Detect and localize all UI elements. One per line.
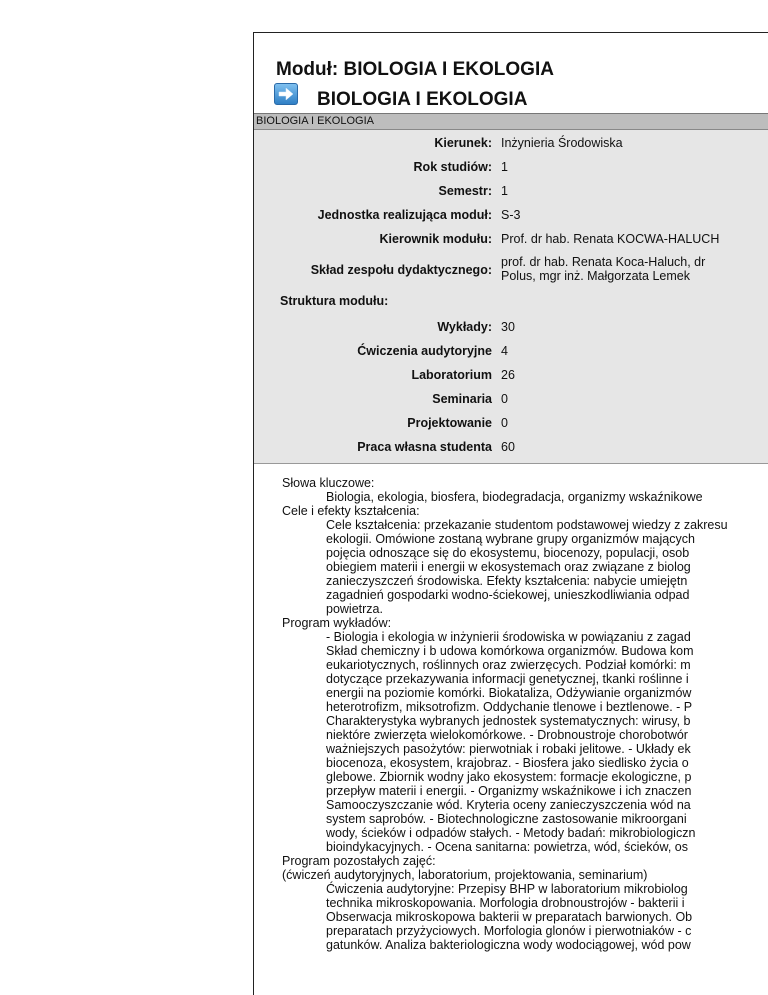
text-line: - Biologia i ekologia w inżynierii środowiska w powiązaniu z zagad xyxy=(326,630,691,644)
field-label: Kierownik modułu: xyxy=(379,232,492,246)
section-body xyxy=(282,630,768,854)
field-value: 1 xyxy=(501,160,508,174)
field-row-sklad xyxy=(254,255,768,285)
text-line: dotyczące przekazywania informacji genetycznej, tkanki roślinne i xyxy=(326,672,689,686)
structure-label: Seminaria xyxy=(432,392,492,406)
text-line: wody, ścieków i odpadów stałych. - Metody badań: mikrobiologiczn xyxy=(326,826,696,840)
structure-value: 4 xyxy=(501,344,508,358)
text-line: niektóre zwierzęta wielokomórkowe. - Drobnoustroje chorobotwór xyxy=(326,728,688,742)
text-line: ważniejszych pasożytów: pierwotniak i robaki jelitowe. - Układy ek xyxy=(326,742,691,756)
structure-value: 26 xyxy=(501,368,515,382)
text-line: Charakterystyka wybranych jednostek systematycznych: wirusy, b xyxy=(326,714,691,728)
structure-value: 0 xyxy=(501,392,508,406)
text-line: technika mikroskopowania. Morfologia drobnoustrojów - bakterii i xyxy=(326,896,685,910)
field-value-line: prof. dr hab. Renata Koca-Haluch, dr xyxy=(501,255,706,269)
text-line: preparatach przyżyciowych. Morfologia glonów i pierwotniaków - c xyxy=(326,924,692,938)
field-label: Jednostka realizująca moduł: xyxy=(317,208,492,222)
module-description xyxy=(282,476,768,952)
field-value: Prof. dr hab. Renata KOCWA-HALUCH xyxy=(501,232,720,246)
structure-value: 30 xyxy=(501,320,515,334)
text-line: obiegiem materii i energii w ekosystemach oraz związane z biolog xyxy=(326,560,691,574)
structure-value: 60 xyxy=(501,440,515,454)
text-line: eukariotycznych, roślinnych oraz zwierzęcych. Podział komórki: m xyxy=(326,658,691,672)
section-heading: Program pozostałych zajęć: xyxy=(282,854,436,868)
field-value xyxy=(501,255,705,283)
text-line: Skład chemiczny i b udowa komórkowa organizmów. Budowa kom xyxy=(326,644,694,658)
document-page xyxy=(253,32,768,995)
text-line: zagadnień gospodarki wodno-ściekowej, unieszkodliwiania odpad xyxy=(326,588,690,602)
text-line: energii na poziomie komórki. Biokataliza, Odżywianie organizmów xyxy=(326,686,692,700)
text-line: biocenoza, ekosystem, krajobraz. - Biosfera jako siedlisko życia o xyxy=(326,756,689,770)
field-value: 1 xyxy=(501,184,508,198)
text-line: pojęcia odnoszące się do ekosystemu, biocenozy, populacji, osob xyxy=(326,546,690,560)
section-heading: Program wykładów: xyxy=(282,616,392,630)
section-heading: (ćwiczeń audytoryjnych, laboratorium, projektowania, seminarium) xyxy=(282,868,648,882)
module-title: Moduł: BIOLOGIA I EKOLOGIA xyxy=(276,59,554,80)
field-label: Rok studiów: xyxy=(413,160,492,174)
text-line: gatunków. Analiza bakteriologiczna wody wodociągowej, wód pow xyxy=(326,938,691,952)
text-line: glebowe. Zbiornik wodny jako ekosystem: formacje ekologiczne, p xyxy=(326,770,692,784)
section-body xyxy=(282,882,768,952)
field-label: Skład zespołu dydaktycznego: xyxy=(310,263,492,277)
field-value: S-3 xyxy=(501,208,521,222)
text-line: bioindykacyjnych. - Ocena sanitarna: powietrza, wód, ścieków, os xyxy=(326,840,688,854)
box-header: BIOLOGIA I EKOLOGIA xyxy=(254,114,768,130)
field-label: Semestr: xyxy=(438,184,492,198)
arrow-right-icon[interactable] xyxy=(274,83,298,105)
text-line: Cele kształcenia: przekazanie studentom podstawowej wiedzy z zakresu xyxy=(326,518,728,532)
text-line: Samooczyszczanie wód. Kryteria oceny zanieczyszczenia wód na xyxy=(326,798,691,812)
text-line: zanieczyszczeń środowiska. Efekty kształcenia: nabycie umiejętn xyxy=(326,574,688,588)
field-value: Inżynieria Środowiska xyxy=(501,136,623,150)
structure-label: Wykłady: xyxy=(437,320,492,334)
structure-value: 0 xyxy=(501,416,508,430)
text-line: powietrza. xyxy=(326,602,383,616)
text-line: Obserwacja mikroskopowa bakterii w preparatach barwionych. Ob xyxy=(326,910,693,924)
structure-label: Projektowanie xyxy=(407,416,492,430)
structure-label: Laboratorium xyxy=(411,368,492,382)
field-value-line: Polus, mgr inż. Małgorzata Lemek xyxy=(501,269,690,283)
field-label: Kierunek: xyxy=(434,136,492,150)
structure-label: Praca własna studenta xyxy=(357,440,492,454)
section-heading: Cele i efekty kształcenia: xyxy=(282,504,420,518)
text-line: heterotrofizm, miksotrofizm. Oddychanie tlenowe i beztlenowe. - P xyxy=(326,700,693,714)
module-subtitle: BIOLOGIA I EKOLOGIA xyxy=(317,89,528,110)
text-line: Biologia, ekologia, biosfera, biodegradacja, organizmy wskaźnikowe xyxy=(326,490,703,504)
section-body xyxy=(282,518,768,616)
text-line: Ćwiczenia audytoryjne: Przepisy BHP w laboratorium mikrobiolog xyxy=(326,882,688,896)
structure-label: Ćwiczenia audytoryjne xyxy=(357,344,492,358)
text-line: system saprobów. - Biotechnologiczne zastosowanie mikroorgani xyxy=(326,812,687,826)
structure-title: Struktura modułu: xyxy=(280,294,389,308)
module-info-box xyxy=(254,113,768,464)
text-line: przepływ materii i energii. - Organizmy wskaźnikowe i ich znaczen xyxy=(326,784,692,798)
section-heading: Słowa kluczowe: xyxy=(282,476,375,490)
text-line: ekologii. Omówione zostaną wybrane grupy organizmów mających xyxy=(326,532,695,546)
section-body xyxy=(282,490,768,504)
